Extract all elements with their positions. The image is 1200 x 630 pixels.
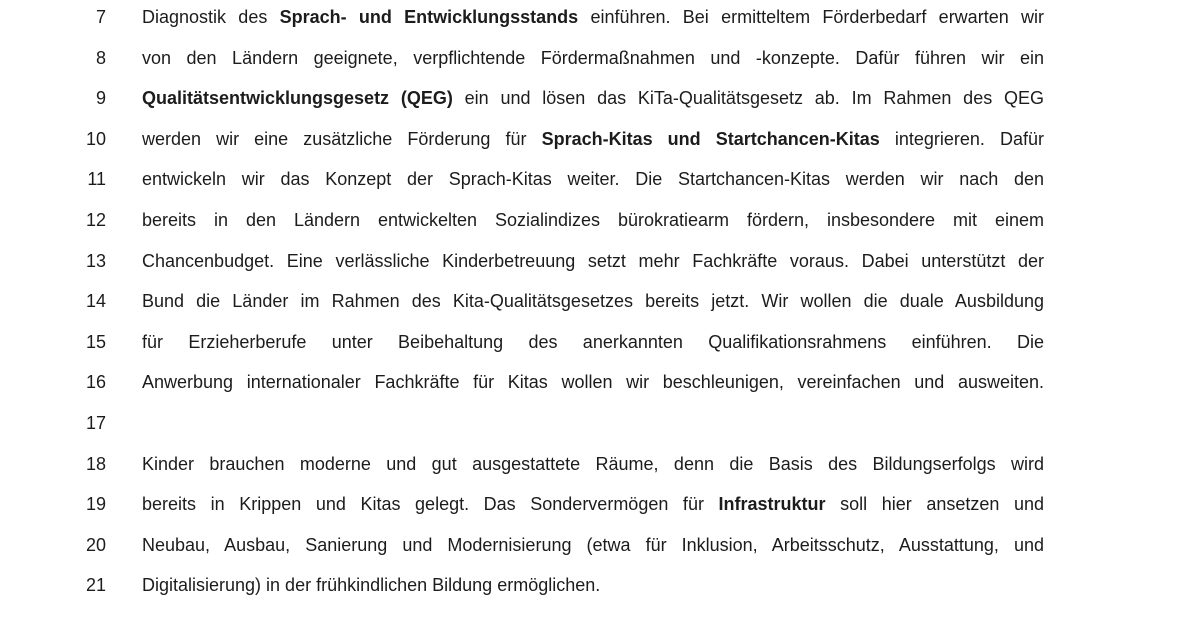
document-line xyxy=(0,408,1200,448)
line-text xyxy=(142,570,1044,600)
document-line xyxy=(0,570,1200,610)
document-line xyxy=(0,286,1200,326)
text-segment: entwickeln wir das Konzept der Sprach-Kitas weiter. Die Startchancen-Kitas werden wir nach den xyxy=(142,169,1044,190)
line-text xyxy=(142,164,1044,194)
text-segment: werden wir eine zusätzliche Förderung für xyxy=(142,128,542,149)
document-line xyxy=(0,449,1200,489)
text-segment: für Erzieherberufe unter Beibehaltung des anerkannten Qualifikationsrahmens einführen. Die xyxy=(142,331,1044,352)
line-text xyxy=(142,124,1044,154)
text-segment: Diagnostik des xyxy=(142,7,280,27)
line-number: 15 xyxy=(85,331,106,352)
line-text xyxy=(142,43,1044,73)
text-segment: integrieren. Dafür xyxy=(879,128,1044,149)
text-segment: Neubau, Ausbau, Sanierung und Modernisierung (etwa für Inklusion, Arbeitsschutz, Ausstattung, und xyxy=(142,534,1044,555)
line-number: 10 xyxy=(85,128,106,149)
line-text xyxy=(142,2,1044,32)
text-segment: Anwerbung internationaler Fachkräfte für Kitas wollen wir beschleunigen, vereinfachen und ausweiten. xyxy=(142,372,1044,393)
line-number: 19 xyxy=(85,494,106,515)
bold-text-segment: Sprach- und Entwicklungsstands xyxy=(279,7,579,27)
line-number: 17 xyxy=(85,413,106,433)
text-segment: Kinder brauchen moderne und gut ausgestattete Räume, denn die Basis des Bildungserfolgs wird xyxy=(142,453,1044,474)
line-number: 12 xyxy=(85,210,106,230)
line-number: 9 xyxy=(95,88,106,109)
line-text xyxy=(142,246,1044,276)
text-segment: Bund die Länder im Rahmen des Kita-Qualitätsgesetzes bereits jetzt. Wir wollen die duale Ausbildung xyxy=(142,291,1044,312)
document-line xyxy=(0,246,1200,286)
text-segment: Chancenbudget. Eine verlässliche Kinderbetreuung setzt mehr Fachkräfte voraus. Dabei unterstützt der xyxy=(142,250,1044,271)
line-number: 7 xyxy=(95,7,106,27)
line-number: 13 xyxy=(85,250,106,271)
line-text xyxy=(142,205,1044,235)
line-text xyxy=(142,327,1044,357)
line-text xyxy=(142,449,1044,479)
document-line xyxy=(0,164,1200,204)
document-line xyxy=(0,205,1200,245)
document-line xyxy=(0,43,1200,83)
line-number: 18 xyxy=(85,453,106,474)
text-segment: soll hier ansetzen und xyxy=(825,494,1044,515)
document-line xyxy=(0,83,1200,123)
document-line xyxy=(0,530,1200,570)
line-number: 11 xyxy=(87,169,106,190)
text-segment: bereits in den Ländern entwickelten Sozialindizes bürokratiearm fördern, insbesondere mit einem xyxy=(142,210,1044,230)
document-line xyxy=(0,367,1200,407)
line-text xyxy=(142,489,1044,519)
text-segment: bereits in Krippen und Kitas gelegt. Das Sondervermögen für xyxy=(142,494,719,515)
line-text xyxy=(142,83,1044,113)
text-segment: Digitalisierung) in der frühkindlichen Bildung ermöglichen. xyxy=(142,575,601,596)
text-segment: von den Ländern geeignete, verpflichtende Fördermaßnahmen und -konzepte. Dafür führen wir ein xyxy=(142,47,1044,68)
document-line xyxy=(0,124,1200,164)
document-line xyxy=(0,2,1200,42)
bold-text-segment: Infrastruktur xyxy=(718,494,826,515)
line-number: 8 xyxy=(95,47,106,68)
line-number: 21 xyxy=(85,575,106,596)
line-text xyxy=(142,530,1044,560)
document-line xyxy=(0,489,1200,529)
text-segment: ein und lösen das KiTa-Qualitätsgesetz ab. Im Rahmen des QEG xyxy=(452,88,1044,109)
document-line xyxy=(0,327,1200,367)
line-text xyxy=(142,367,1044,397)
text-segment: einführen. Bei ermitteltem Förderbedarf erwarten wir xyxy=(578,7,1044,27)
line-number: 20 xyxy=(85,534,106,555)
line-number: 14 xyxy=(85,291,106,312)
line-text xyxy=(142,286,1044,316)
bold-text-segment: Sprach-Kitas und Startchancen-Kitas xyxy=(541,128,880,149)
line-number: 16 xyxy=(85,372,106,393)
bold-text-segment: Qualitätsentwicklungsgesetz (QEG) xyxy=(142,88,453,109)
